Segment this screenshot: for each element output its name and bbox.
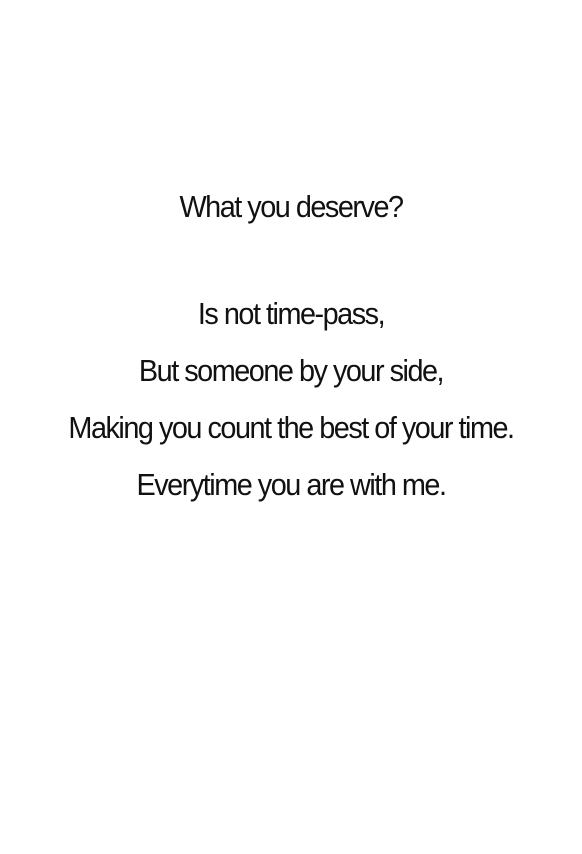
stanza-gap	[20, 235, 561, 285]
poem-line: Is not time-pass,	[197, 296, 385, 331]
poem-line: Making you count the best of your time.	[68, 410, 514, 445]
poem-text-block	[20, 178, 561, 513]
poem-line: Everytime you are with me.	[136, 467, 446, 502]
poem-title: What you deserve?	[179, 189, 403, 224]
poem-line: But someone by your side,	[138, 353, 444, 388]
